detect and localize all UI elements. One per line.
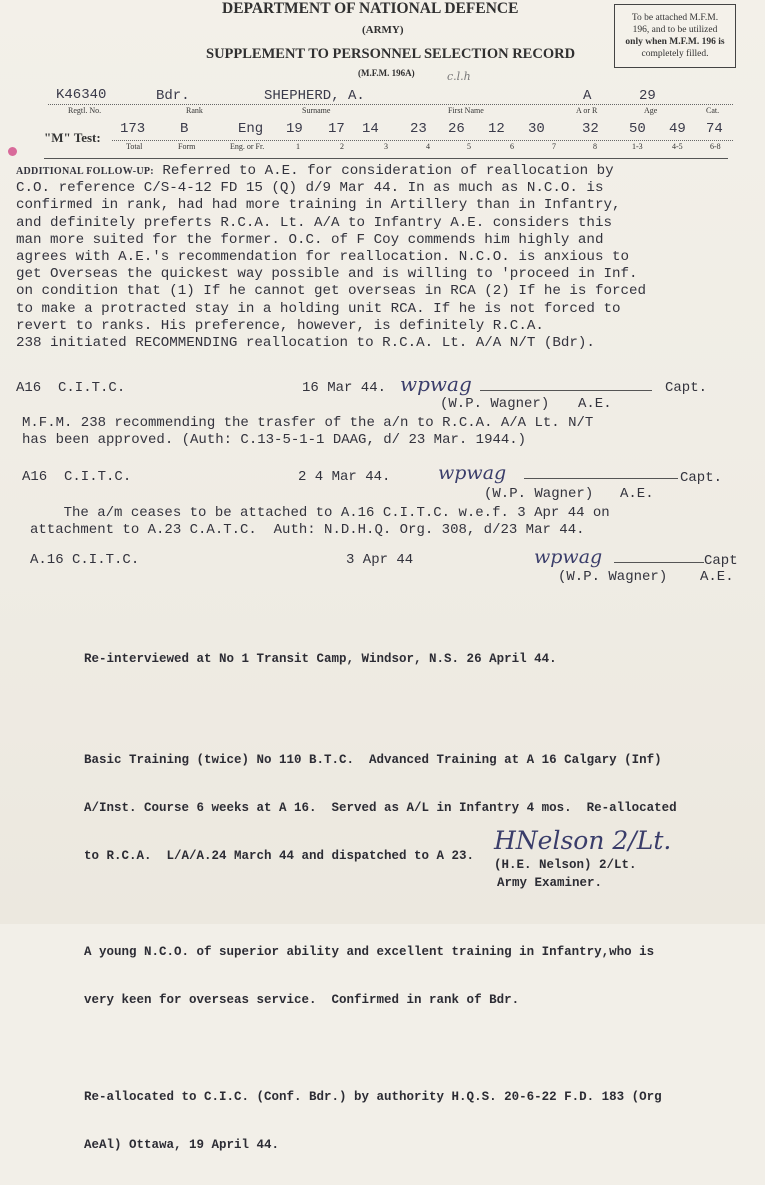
first-name-label: First Name: [448, 106, 484, 115]
wagner-signature: wpwag: [400, 372, 472, 396]
followup-line: and definitely preferts R.C.A. Lt. A/A to Infantry A.E. considers this: [16, 214, 612, 231]
m-test-score-4: 23: [410, 121, 427, 137]
m-test-score-3: 14: [362, 121, 379, 137]
additional-followup: [16, 163, 726, 352]
entry-capt: Capt.: [680, 470, 723, 486]
entry-signed-by: (W.P. Wagner): [440, 396, 550, 412]
m-test-score-2: 17: [328, 121, 345, 137]
followup-line: get Overseas the quickest way possible and is willing to 'proceed in Inf.: [16, 266, 638, 283]
reallocation-line: Re-allocated to C.I.C. (Conf. Bdr.) by authority H.Q.S. 20-6-22 F.D. 183 (Org: [84, 1090, 662, 1104]
age-value: 29: [639, 88, 656, 104]
a-or-r-value: A: [583, 88, 592, 104]
m-test-total: 173: [120, 121, 146, 137]
followup-lead: ADDITIONAL FOLLOW-UP:: [16, 166, 154, 177]
m-test-score-6: 12: [488, 121, 505, 137]
eng-label: Eng. or Fr.: [230, 142, 265, 151]
examiner-title: Army Examiner.: [497, 876, 603, 890]
entry-date: 3 Apr 44: [346, 552, 414, 568]
entry-signed-by: (W.P. Wagner): [484, 486, 594, 502]
form-title: SUPPLEMENT TO PERSONNEL SELECTION RECORD: [206, 46, 576, 62]
followup-line: on condition that (1) If he cannot get overseas in RCA (2) If he is forced: [16, 283, 647, 300]
entry-role: A.E.: [578, 396, 612, 412]
department-title: DEPARTMENT OF NATIONAL DEFENCE: [222, 0, 519, 17]
m-test-cat-3: 74: [706, 121, 723, 137]
m-test-cat-2: 49: [669, 121, 686, 137]
entry-role: A.E.: [620, 486, 654, 502]
entry-line: M.F.M. 238 recommending the trasfer of the a/n to R.C.A. A/A Lt. N/T: [22, 415, 594, 431]
num-label: 2: [340, 142, 344, 151]
assessment-line: very keen for overseas service. Confirmed in rank of Bdr.: [84, 993, 520, 1007]
followup-line: man more suited for the former. O.C. of F Coy commends him highly and: [16, 231, 604, 248]
num-label: 3: [384, 142, 388, 151]
rank-value: Bdr.: [156, 88, 190, 104]
interview-section: [84, 619, 677, 1185]
followup-line: Referred to A.E. for consideration of reallocation by: [153, 163, 614, 179]
training-line: to R.C.A. L/A/A.24 March 44 and dispatched to A 23.: [84, 849, 475, 863]
entry-role: A.E.: [700, 569, 734, 585]
rank-label: Rank: [186, 106, 203, 115]
signature-line: [524, 478, 678, 479]
reinterview-line: Re-interviewed at No 1 Transit Camp, Windsor, N.S. 26 April 44.: [84, 652, 557, 666]
followup-line: C.O. reference C/S-4-12 FD 15 (Q) d/9 Mar 44. In as much as N.C.O. is: [16, 180, 604, 197]
training-line: Basic Training (twice) No 110 B.T.C. Advanced Training at A 16 Calgary (Inf): [84, 753, 662, 767]
box-line: 196, and to be utilized: [632, 25, 718, 35]
m-test-dotted-line: [112, 140, 733, 141]
m-test-label: "M" Test:: [44, 130, 101, 145]
m-test-cat-1: 50: [629, 121, 646, 137]
cat-range-label: 6-8: [710, 142, 721, 151]
cat-range-label: 4-5: [672, 142, 683, 151]
entry-line: attachment to A.23 C.A.T.C. Auth: N.D.H.Q. Org. 308, d/23 Mar 44.: [30, 522, 585, 538]
reallocation-line: AeAl) Ottawa, 19 April 44.: [84, 1138, 280, 1152]
m-test-form: B: [180, 121, 189, 137]
wagner-signature: wpwag: [438, 462, 507, 484]
form-number: (M.F.M. 196A): [358, 68, 415, 78]
attachment-note-box: [614, 4, 736, 68]
age-label: Age: [644, 106, 658, 115]
entry-capt: Capt: [704, 553, 738, 569]
entry-capt: Capt.: [665, 380, 708, 396]
header-rule: [44, 158, 728, 159]
box-line: completely filled.: [641, 49, 709, 59]
total-label: Total: [126, 142, 143, 151]
followup-line: agrees with A.E.'s recommendation for reallocation. N.C.O. is anxious to: [16, 249, 629, 266]
entry-line: The a/m ceases to be attached to A.16 C.I.T.C. w.e.f. 3 Apr 44 on: [30, 505, 610, 521]
entry-unit: A.16 C.I.T.C.: [30, 552, 140, 568]
followup-line: 238 initiated RECOMMENDING reallocation to R.C.A. Lt. A/A N/T (Bdr).: [16, 335, 595, 352]
cat-range-label: 1-3: [632, 142, 643, 151]
surname-label: Surname: [302, 106, 331, 115]
ink-mark: [8, 147, 17, 156]
num-label: 5: [467, 142, 471, 151]
assessment-line: A young N.C.O. of superior ability and excellent training in Infantry,who is: [84, 945, 655, 959]
followup-line: confirmed in rank, had had more training in Artillery than in Infantry,: [16, 197, 621, 214]
entry-date: 16 Mar 44.: [302, 380, 387, 396]
regtl-no-label: Regtl. No.: [68, 106, 102, 115]
regtl-no-value: K46340: [56, 87, 107, 103]
signature-line: [614, 562, 704, 563]
box-line: To be attached M.F.M.: [631, 13, 719, 23]
m-test-score-5: 26: [448, 121, 465, 137]
nelson-signature: HNelson 2/Lt.: [494, 826, 672, 855]
num-label: 1: [296, 142, 300, 151]
m-test-score-7: 30: [528, 121, 545, 137]
surname-value: SHEPHERD, A.: [264, 88, 365, 104]
followup-line: revert to ranks. His preference, however, is definitely R.C.A.: [16, 317, 544, 334]
record-dotted-line: [48, 104, 733, 105]
entry-unit: A16 C.I.T.C.: [16, 380, 126, 396]
entry-signed-by: (W.P. Wagner): [558, 569, 668, 585]
a-or-r-label: A or R: [576, 106, 598, 115]
entry-line: has been approved. (Auth: C.13-5-1-1 DAAG, d/ 23 Mar. 1944.): [22, 432, 527, 448]
m-test-score-1: 19: [286, 121, 303, 137]
examiner-name: (H.E. Nelson) 2/Lt.: [494, 858, 637, 872]
followup-line: to make a protracted stay in a holding unit RCA. If he is not forced to: [16, 300, 621, 317]
entry-unit: A16 C.I.T.C.: [22, 469, 132, 485]
m-test-score-8: 32: [582, 121, 599, 137]
form-label: Form: [178, 142, 196, 151]
army-subtitle: (ARMY): [362, 24, 404, 36]
entry-date: 2 4 Mar 44.: [298, 469, 391, 485]
num-label: 7: [552, 142, 556, 151]
m-test-eng: Eng: [238, 121, 264, 137]
cat-label: Cat.: [706, 106, 720, 115]
box-line: only when M.F.M. 196 is: [625, 37, 725, 47]
training-line: A/Inst. Course 6 weeks at A 16. Served as A/L in Infantry 4 mos. Re-allocated: [84, 801, 677, 815]
wagner-signature: wpwag: [534, 546, 603, 568]
num-label: 8: [593, 142, 597, 151]
signature-line: [480, 390, 652, 391]
num-label: 4: [426, 142, 430, 151]
pencil-note: c.l.h: [447, 70, 471, 83]
num-label: 6: [510, 142, 514, 151]
